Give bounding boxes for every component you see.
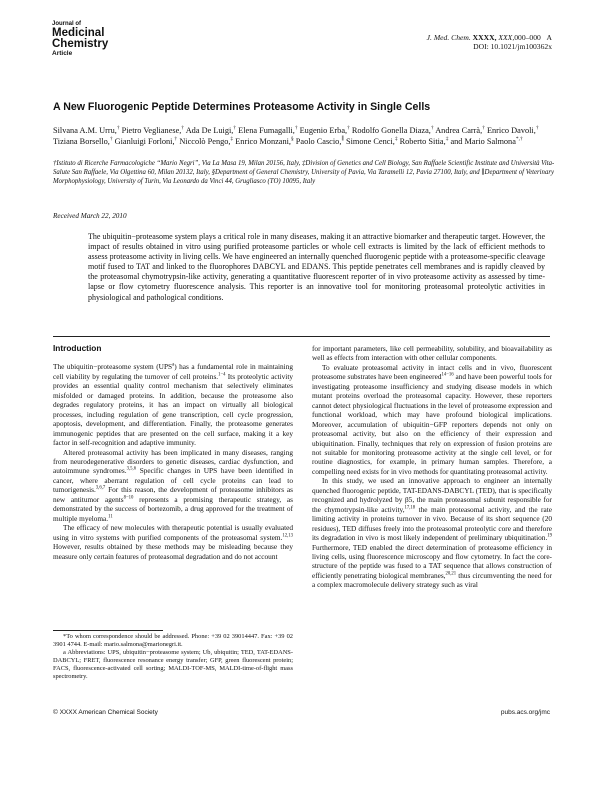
author-affiliation-mark: † [233,125,237,132]
citation-ref[interactable]: 3,6,7 [95,485,106,491]
logo-line-4: Article [52,50,73,57]
author-name: Tiziana Borsello, [53,137,110,146]
author-name: Eugenio Erba, [299,126,348,135]
body-paragraph: Altered proteasomal activity has been implicated in many diseases, ranging from neurodegenerative disorders to genetic diseases, cardiac dysfunction, and autoimmune syndromes.$^{3,5,6}$ Specific changes in UPS have been identified in cancer, where aberrant regulation of cell cycle proteins can lead to tumorigenesis.$^{3,6,7}$ For this reason, the development of proteasome inhibitors as new antitumor agents$^{8-10}$ represents a promising therapeutic strategy, as demonstrated by the success of bortezomib, a drug approved for the treatment of multiple myeloma.$^{11}$ [53,447,293,523]
author-affiliation-mark: ‡ [445,136,449,143]
right-column [312,344,552,590]
citation-ref[interactable]: 19 [547,533,552,539]
citation-ref[interactable]: 17,18 [404,505,416,511]
article-title: A New Fluorogenic Peptide Determines Proteasome Activity in Single Cells [53,101,431,113]
author-affiliation-mark: † [181,125,185,132]
author-name: Andrea Carrà, [435,126,483,135]
author-affiliation-mark: † [482,125,485,132]
logo-line-1: Journal of [52,21,82,27]
section-divider [53,336,550,337]
author-affiliation-mark: § [291,136,294,143]
footnote: a Abbreviations: UPS, ubiquitin−proteasome system; Ub, ubiquitin; TED, TAT-EDANS-DABCYL; FRET, fluorescence resonance energy transfer; GFP, green fluorescent protein; FACS, fluorescence-activated cell sorting; MALDI-TOF-MS, MALDI-time-of-flight mass spectrometry. [53,648,293,680]
received-date: Received March 22, 2010 [53,212,127,220]
body-paragraph: To evaluate proteasomal activity in intact cells and in vivo, fluorescent proteasome substrates have been engineered$^{14-16}$ and have been powerful tools for investigating proteasome insufficiency and studying disease models in which mutant proteins overload the proteasomal capacity. However, these reporters cannot detect physiological fluctuations in the level of proteasome expression and functional workload, which may have profound biological implications. Moreover, accumulation of ubiquitin−GFP reporters depends not only on proteasomal activity, but also on the efficiency of their expression and ubiquitination. Finally, techniques that rely on expression of fusion proteins are not suitable for monitoring proteasome activity at the single cell level, or for routine diagnostics, for example, in primary human samples. Therefore, a compelling need exists for in vivo methods for quantitating proteasomal activity. [312,362,553,476]
author-name: Enrico Monzani, [235,137,291,146]
author-affiliation-mark: † [174,136,178,143]
author-name: Gianluigi Forloni, [114,137,175,146]
abstract: The ubiquitin−proteasome system plays a critical role in many diseases, making it an attractive biomarker and therapeutic target. However, the impact of results obtained in vitro using purified proteasome particles or whole cell extracts is limited by the lack of efficient methods to assess proteasome activity in living cells. We have engineered an internally quenched fluorogenic peptide with a proteasome-specific cleavage motif fused to TAT and linked to the fluorophores DABCYL and EDANS. This peptide penetrates cell membranes and is rapidly cleaved by the proteasomal chymotrypsin-like activity, generating a quantitative fluorescent reporter of in vivo proteasome activity as assessed by time-lapse or flow cytometry fluorescence analysis. This reporter is an innovative tool for monitoring proteasomal proteolytic activities in physiological and pathological conditions. [88,232,545,302]
body-paragraph: The efficacy of new molecules with therapeutic potential is usually evaluated using in vitro systems with purified components of the proteasomal system.$^{12,13}$ However, results obtained by these methods may be misleading because they measure only certain features of proteasomal degradation and do not account [53,523,293,561]
journal-name: J. Med. Chem. [426,33,471,42]
author-name: and Mario Salmona [450,137,516,146]
left-column-body [53,362,293,561]
citation-ref[interactable]: a [172,363,175,369]
author-affiliation-mark: † [109,136,113,143]
copyright: © XXXX American Chemical Society [53,709,158,716]
citation-ref[interactable]: 3,5,6 [126,467,137,473]
citation-ref[interactable]: 1−4 [218,372,226,378]
author-affiliation-mark: † [535,125,539,132]
logo-line-2: Medicinal [52,27,105,39]
author-name: Pietro Veglianese, [121,126,182,135]
author-name: Enrico Davoli, [486,126,536,135]
author-affiliation-mark: † [347,125,350,132]
author-name: Elena Fumagalli, [238,126,295,135]
body-paragraph: for important parameters, like cell permeability, solubility, and bioavailability as well as effects from interaction with other cellular components. [312,344,552,363]
journal-year: XXXX, [472,33,497,42]
journal-pages: 000–000 [514,33,541,42]
citation-ref[interactable]: 11 [108,514,113,520]
logo-line-3: Chemistry [52,38,109,50]
citation-ref[interactable]: 8−10 [123,495,134,501]
citation-ref[interactable]: 14−16 [441,372,454,378]
author-affiliation-mark: † [430,125,434,132]
doi-link[interactable]: DOI: 10.1021/jm100362x [473,42,552,52]
author-affiliation-mark: ‡ [394,136,398,143]
author-affiliation-mark: † [116,125,120,132]
citation-ref[interactable]: 20,21 [445,571,457,577]
author-name: Rodolfo Gonella Diaza, [351,126,431,135]
author-affiliation-mark: † [294,125,298,132]
section-heading: Introduction [53,343,102,353]
left-column [53,344,293,561]
affiliations: †Istituto di Ricerche Farmacologiche “Mario Negri”, Via La Masa 19, Milan 20156, Italy, ‡Division of Genetics and Cell Biology, San Raffaele Scientific Institute and Università Vita-Salute San Raffaele, Via Olgettina 60, Milan 20132, Italy, §Department of General Chemistry, University of Pavia, Via Taramelli 12, Pavia 27100, Italy, and ∥Department of Veterinary Morphophysiology, University of Turin, Via Leonardo da Vinci 44, Grugliasco (TO) 10095, Italy [53,160,555,185]
author-name: Niccolò Pengo, [179,137,231,146]
author-name: Silvana A.M. Urru, [53,126,117,135]
author-name: Paolo Cascio, [295,137,342,146]
citation-ref[interactable]: 12,13 [282,533,293,539]
author-affiliation-mark: ∥ [341,136,344,143]
author-list [53,125,553,147]
body-paragraph: The ubiquitin−proteasome system (UPS$^a$) has a fundamental role in maintaining cell viability by regulating the turnover of cell proteins.$^{1-4}$ Its proteolytic activity provides an essential quality control mechanism that selectively eliminates misfolded or damaged proteins. In addition, because the proteasome also degrades regulatory proteins, it has an impact on virtually all biological processes, including regulation of gene transcription, cell cycle progression, apoptosis, development, and differentiation. Finally, the proteasome generates immunogenic peptides that are presented on the cell surface, making it a key factor in self-recognition and adaptive immunity. [53,362,294,448]
journal-volume: XXX, [498,33,515,42]
journal-reference [387,33,552,52]
footnotes [53,633,293,680]
body-paragraph: In this study, we used an innovative approach to engineer an internally quenched fluorogenic peptide, TAT-EDANS-DABCYL (TED), that is specifically recognized and hydrolyzed by β5, the main proteasomal subunit responsible for the chymotrypsin-like activity,$^{17,18}$ the main proteasomal activity, and the rate limiting activity in proteins turnover in vivo. Because of its short sequence (20 residues), TED diffuses freely into the proteasomal proteolytic core and therefore its degradation in vivo is most likely independent of preliminary ubiquitination.$^{19}$ Furthermore, TED enabled the direct determination of proteasome efficiency in living cells, using fluorescence microscopy and flow cytometry. In fact the core-structure of the peptide was fused to a TAT sequence that allows construction of efficiently penetrating biological membranes,$^{20,21}$ thus circumventing the need for a complex macromolecule delivery strategy such as viral [312,476,552,590]
journal-url[interactable]: pubs.acs.org/jmc [500,709,550,716]
author-name: Ada De Luigi, [185,126,234,135]
author-affiliation-mark: *,† [515,136,523,143]
author-name: Simone Cenci, [345,137,395,146]
author-affiliation-mark: ‡ [230,136,234,143]
page-letter: A [546,33,552,42]
footnote-divider [53,630,163,631]
journal-logo [52,21,108,58]
right-column-body [312,344,552,590]
footnote: *To whom correspondence should be addressed. Phone: +39 02 39014447. Fax: +39 02 3901 4744. E-mail: mario.salmona@marionegri.it. [53,633,293,648]
author-name: Roberto Sitia, [399,137,446,146]
